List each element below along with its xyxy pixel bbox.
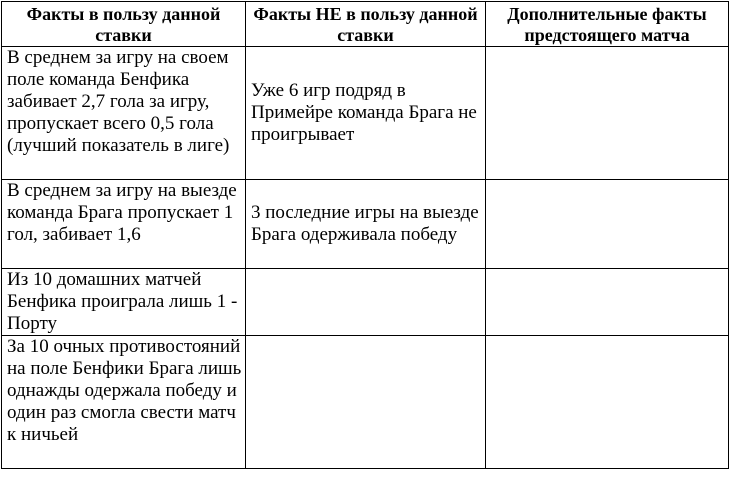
table-header-row: [2, 2, 729, 47]
pro-fact-cell: За 10 очных противостояний на поле Бенфики Брага лишь однажды одержала победу и один раз смогла свести матч к ничьей: [2, 336, 246, 469]
extra-fact-cell: [486, 180, 729, 269]
betting-facts-table: [1, 1, 729, 469]
header-contra-facts: Факты НЕ в пользу данной ставки: [246, 2, 486, 47]
contra-fact-cell: [246, 336, 486, 469]
table-row: [2, 180, 729, 269]
header-extra-facts: Дополнительные факты предстоящего матча: [486, 2, 729, 47]
contra-fact-cell: Уже 6 игр подряд в Примейре команда Брага не проигрывает: [246, 47, 486, 180]
table-row: [2, 269, 729, 336]
pro-fact-cell: В среднем за игру на выезде команда Брага пропускает 1 гол, забивает 1,6: [2, 180, 246, 269]
pro-fact-cell: Из 10 домашних матчей Бенфика проиграла лишь 1 - Порту: [2, 269, 246, 336]
contra-fact-cell: [246, 269, 486, 336]
extra-fact-cell: [486, 336, 729, 469]
extra-fact-cell: [486, 47, 729, 180]
pro-fact-cell: В среднем за игру на своем поле команда Бенфика забивает 2,7 гола за игру, пропускает всего 0,5 гола (лучший показатель в лиге): [2, 47, 246, 180]
table-row: [2, 47, 729, 180]
extra-fact-cell: [486, 269, 729, 336]
table-row: [2, 336, 729, 469]
contra-fact-cell: 3 последние игры на выезде Брага одерживала победу: [246, 180, 486, 269]
header-pro-facts: Факты в пользу данной ставки: [2, 2, 246, 47]
